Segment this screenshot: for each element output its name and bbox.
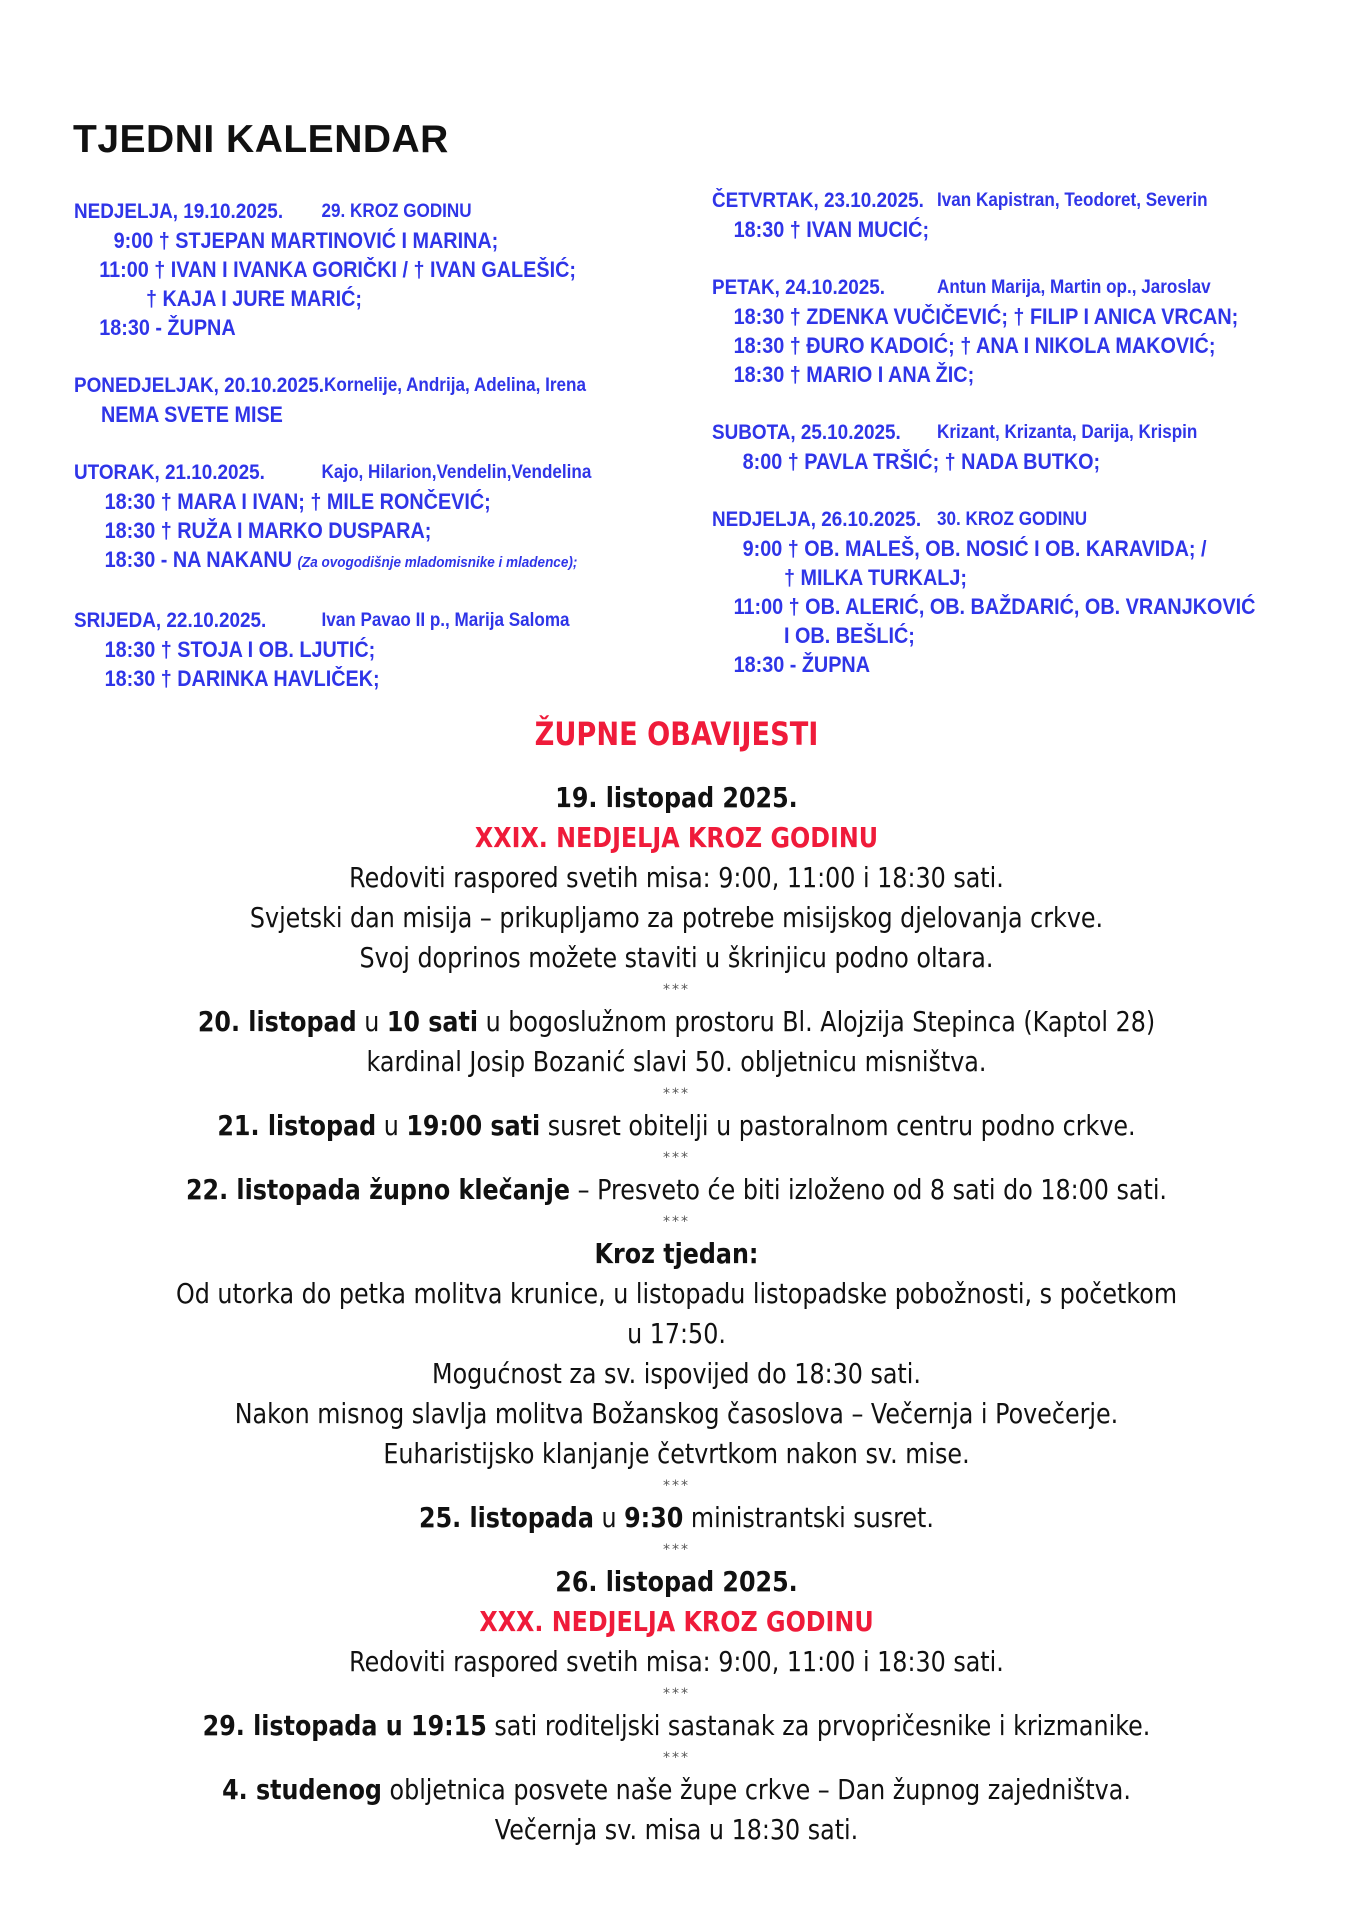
separator-asterisks: *** bbox=[663, 1542, 690, 1558]
calendar-day bbox=[712, 505, 1332, 679]
announcement-text: u bbox=[356, 1005, 387, 1038]
day-saints: Antun Marija, Martin op., Jaroslav bbox=[937, 277, 1211, 298]
announcement-text: u bogoslužnom prostoru Bl. Alojzija Stepinca (Kaptol 28) bbox=[478, 1005, 1156, 1038]
mass-intention bbox=[712, 621, 1270, 650]
day-date: SRIJEDA, 22.10.2025. bbox=[74, 609, 267, 632]
announcement-text: obljetnica posvete naše župe crkve – Dan župnog zajedništva. bbox=[381, 1773, 1131, 1806]
day-date: NEDJELJA, 26.10.2025. bbox=[712, 508, 922, 531]
mass-intention bbox=[74, 313, 632, 342]
announcement-line bbox=[101, 1314, 1251, 1354]
intention-text: 18:30 † IVAN MUCIĆ; bbox=[733, 217, 930, 242]
intention-text: 9:00 † STJEPAN MARTINOVIĆ I MARINA; bbox=[113, 228, 499, 253]
mass-intention bbox=[74, 545, 632, 577]
mass-intention bbox=[712, 447, 1270, 476]
calendar-day bbox=[712, 418, 1332, 476]
announcement-line bbox=[101, 1810, 1251, 1850]
separator-asterisks: *** bbox=[663, 982, 690, 998]
calendar-day bbox=[74, 197, 694, 342]
day-date: ČETVRTAK, 23.10.2025. bbox=[712, 189, 924, 212]
announcement-line bbox=[101, 1106, 1251, 1146]
separator-asterisks: *** bbox=[663, 1150, 690, 1166]
announcement-line bbox=[101, 1498, 1251, 1538]
announcement-text: u bbox=[376, 1109, 407, 1142]
mass-intention bbox=[712, 563, 1270, 592]
intention-text: 18:30 † ZDENKA VUČIČEVIĆ; † FILIP I ANICA VRCAN; bbox=[733, 304, 1239, 329]
day-saints: 30. KROZ GODINU bbox=[937, 509, 1088, 530]
announcement-line bbox=[101, 1706, 1251, 1746]
separator-asterisks: *** bbox=[663, 1086, 690, 1102]
intention-text: 18:30 - ŽUPNA bbox=[733, 652, 871, 677]
day-date: PONEDJELJAK, 20.10.2025. bbox=[74, 374, 325, 397]
announcement-text: ministrantski susret. bbox=[683, 1501, 934, 1534]
day-header bbox=[74, 606, 632, 635]
day-date: UTORAK, 21.10.2025. bbox=[74, 461, 265, 484]
mass-intention bbox=[74, 664, 632, 693]
announcement-date: 19. listopad 2025. bbox=[555, 781, 798, 814]
announcement-bold: 19:00 sati bbox=[406, 1109, 541, 1142]
announcement-text: Euharistijsko klanjanje četvrtkom nakon sv. mise. bbox=[383, 1437, 970, 1470]
announcement-bold: Kroz tjedan: bbox=[594, 1237, 759, 1270]
announcement-bold: 9:30 bbox=[624, 1501, 684, 1534]
announcement-text: Redoviti raspored svetih misa: 9:00, 11:00 i 18:30 sati. bbox=[349, 1645, 1004, 1678]
parish-announcements bbox=[0, 712, 1353, 1850]
announcement-text: Redoviti raspored svetih misa: 9:00, 11:00 i 18:30 sati. bbox=[349, 861, 1004, 894]
intention-text: 18:30 - NA NAKANU bbox=[104, 547, 292, 572]
mass-intention bbox=[74, 255, 632, 284]
intention-text: 18:30 † ĐURO KADOIĆ; † ANA I NIKOLA MAKOVIĆ; bbox=[733, 333, 1216, 358]
separator-asterisks: *** bbox=[663, 1214, 690, 1230]
day-header bbox=[712, 186, 1270, 215]
announcement-bold: 4. studenog bbox=[222, 1773, 382, 1806]
announcement-line bbox=[101, 1354, 1251, 1394]
announcement-text: – Presveto će biti izloženo od 8 sati do 18:00 sati. bbox=[570, 1173, 1168, 1206]
calendar-day bbox=[74, 606, 694, 693]
announcement-bold: 10 sati bbox=[386, 1005, 479, 1038]
calendar-title: TJEDNI KALENDAR bbox=[73, 118, 449, 161]
day-header bbox=[74, 371, 632, 400]
announcement-text: Od utorka do petka molitva krunice, u listopadu listopadske pobožnosti, s početkom bbox=[175, 1277, 1178, 1310]
announcement-text: u 17:50. bbox=[627, 1317, 726, 1350]
mass-intention bbox=[712, 360, 1270, 389]
intention-text: 18:30 † RUŽA I MARKO DUSPARA; bbox=[104, 518, 432, 543]
intention-text: † KAJA I JURE MARIĆ; bbox=[146, 286, 362, 311]
day-date: SUBOTA, 25.10.2025. bbox=[712, 421, 901, 444]
mass-intention bbox=[74, 400, 632, 429]
announcement-bold: 21. listopad bbox=[217, 1109, 377, 1142]
announcement-text: u bbox=[593, 1501, 625, 1534]
mass-intention bbox=[712, 331, 1270, 360]
announcement-text: sati roditeljski sastanak za prvopričesnike i krizmanike. bbox=[486, 1709, 1151, 1742]
announcement-line bbox=[101, 1234, 1251, 1274]
intention-text: 8:00 † PAVLA TRŠIĆ; † NADA BUTKO; bbox=[742, 449, 1101, 474]
day-date: NEDJELJA, 19.10.2025. bbox=[74, 200, 284, 223]
day-saints: Krizant, Krizanta, Darija, Krispin bbox=[937, 422, 1198, 443]
mass-intention bbox=[74, 487, 632, 516]
announcements-body bbox=[0, 778, 1353, 1850]
announcement-text: Mogućnost za sv. ispovijed do 18:30 sati. bbox=[432, 1357, 921, 1390]
mass-intention bbox=[74, 284, 632, 313]
announcement-text: Večernja sv. misa u 18:30 sati. bbox=[494, 1813, 859, 1846]
intention-note: (Za ovogodišnje mladomisnike i mladence); bbox=[297, 554, 578, 571]
announcement-line bbox=[101, 1002, 1251, 1042]
announcement-text: Svjetski dan misija – prikupljamo za potrebe misijskog djelovanja crkve. bbox=[249, 901, 1104, 934]
intention-text: 11:00 † IVAN I IVANKA GORIČKI / † IVAN GALEŠIĆ; bbox=[99, 257, 576, 282]
day-saints: Ivan Pavao II p., Marija Saloma bbox=[321, 610, 570, 631]
mass-intention bbox=[712, 534, 1270, 563]
day-header bbox=[74, 197, 632, 226]
announcement-line bbox=[101, 898, 1251, 938]
announcement-line bbox=[101, 1042, 1251, 1082]
announcement-date: 26. listopad 2025. bbox=[555, 1565, 798, 1598]
calendar-day bbox=[74, 458, 694, 577]
mass-intention bbox=[712, 215, 1270, 244]
announcement-line bbox=[101, 938, 1251, 978]
calendar-right-column bbox=[712, 186, 1332, 708]
mass-intention bbox=[712, 650, 1270, 679]
intention-text: 18:30 † DARINKA HAVLIČEK; bbox=[104, 666, 380, 691]
mass-intention bbox=[712, 302, 1270, 331]
day-header bbox=[74, 458, 632, 487]
calendar-day bbox=[74, 371, 694, 429]
intention-text: NEMA SVETE MISE bbox=[101, 402, 283, 427]
day-header bbox=[712, 273, 1270, 302]
announcement-bold: 20. listopad bbox=[197, 1005, 357, 1038]
announcement-text: Svoj doprinos možete staviti u škrinjicu podno oltara. bbox=[359, 941, 994, 974]
mass-intention bbox=[74, 635, 632, 664]
liturgical-sunday: XXX. NEDJELJA KROZ GODINU bbox=[479, 1605, 874, 1638]
intention-text: 18:30 † STOJA I OB. LJUTIĆ; bbox=[104, 637, 376, 662]
liturgical-sunday: XXIX. NEDJELJA KROZ GODINU bbox=[474, 821, 879, 854]
announcement-line bbox=[101, 1434, 1251, 1474]
day-saints: Kornelije, Andrija, Adelina, Irena bbox=[324, 375, 586, 396]
calendar-day bbox=[712, 186, 1332, 244]
separator-asterisks: *** bbox=[663, 1686, 690, 1702]
announcement-bold: 22. listopada župno klečanje bbox=[185, 1173, 571, 1206]
mass-intention bbox=[74, 226, 632, 255]
announcement-text: susret obitelji u pastoralnom centru podno crkve. bbox=[540, 1109, 1136, 1142]
day-header bbox=[712, 418, 1270, 447]
calendar-day bbox=[712, 273, 1332, 389]
announcement-line bbox=[101, 1394, 1251, 1434]
separator-asterisks: *** bbox=[663, 1750, 690, 1766]
intention-text: 18:30 † MARA I IVAN; † MILE RONČEVIĆ; bbox=[104, 489, 491, 514]
announcements-title: ŽUPNE OBAVIJESTI bbox=[534, 715, 819, 753]
announcement-line bbox=[101, 1170, 1251, 1210]
intention-text: I OB. BEŠLIĆ; bbox=[784, 623, 915, 648]
announcement-line bbox=[101, 1642, 1251, 1682]
announcement-line bbox=[101, 858, 1251, 898]
day-saints: 29. KROZ GODINU bbox=[321, 201, 472, 222]
day-header bbox=[712, 505, 1270, 534]
mass-intention bbox=[712, 592, 1270, 621]
calendar-left-column bbox=[74, 197, 694, 722]
day-saints: Ivan Kapistran, Teodoret, Severin bbox=[937, 190, 1208, 211]
announcement-text: Nakon misnog slavlja molitva Božanskog časoslova – Večernja i Povečerje. bbox=[234, 1397, 1119, 1430]
intention-text: 9:00 † OB. MALEŠ, OB. NOSIĆ I OB. KARAVIDA; / bbox=[742, 536, 1207, 561]
mass-intention bbox=[74, 516, 632, 545]
intention-text: 18:30 - ŽUPNA bbox=[99, 315, 236, 340]
day-date: PETAK, 24.10.2025. bbox=[712, 276, 886, 299]
day-saints: Kajo, Hilarion,Vendelin,Vendelina bbox=[321, 462, 592, 483]
announcement-text: kardinal Josip Bozanić slavi 50. obljetnicu misništva. bbox=[366, 1045, 987, 1078]
announcement-line bbox=[101, 1274, 1251, 1314]
announcement-line bbox=[101, 1770, 1251, 1810]
announcement-bold: 29. listopada u 19:15 bbox=[202, 1709, 487, 1742]
intention-text: 18:30 † MARIO I ANA ŽIC; bbox=[733, 362, 975, 387]
intention-text: † MILKA TURKALJ; bbox=[784, 565, 967, 590]
intention-text: 11:00 † OB. ALERIĆ, OB. BAŽDARIĆ, OB. VRANJKOVIĆ bbox=[733, 594, 1256, 619]
separator-asterisks: *** bbox=[663, 1478, 690, 1494]
announcement-bold: 25. listopada bbox=[419, 1501, 594, 1534]
